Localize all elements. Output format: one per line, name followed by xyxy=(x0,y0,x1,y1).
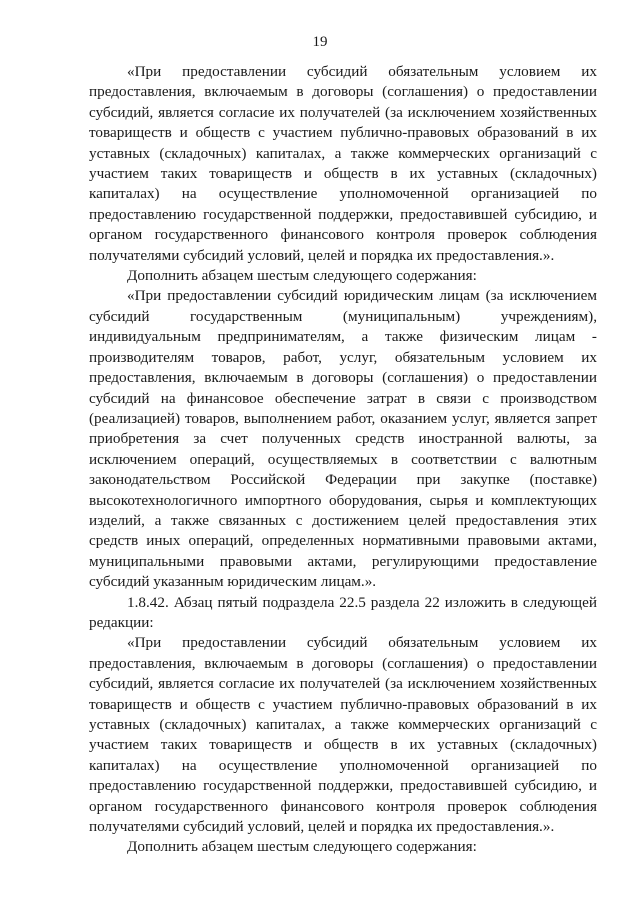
paragraph-clause-1-8-42: 1.8.42. Абзац пятый подраздела 22.5 раздела 22 изложить в следующей редакции: xyxy=(89,593,597,631)
document-body xyxy=(89,62,597,858)
paragraph-quoted-amendment-1: «При предоставлении субсидий обязательным условием их предоставления, включаемым в договоры (соглашения) о предоставлении субсидий, является согласие их получателей (за исключением хозяйственных товариществ и обществ с участием публично-правовых образований в их уставных (складочных) капиталах, а также коммерческих организаций с участием таких товариществ и обществ в их уставных (складочных) капиталах) на осуществление уполномоченной организацией по предоставлению государственной поддержки, предоставившей субсидию, и органом государственного финансового контроля проверок соблюдения получателями субсидий условий, целей и порядка их предоставления.». xyxy=(89,63,597,264)
paragraph-quoted-amendment-3: «При предоставлении субсидий обязательным условием их предоставления, включаемым в договоры (соглашения) о предоставлении субсидий, является согласие их получателей (за исключением хозяйственных товариществ и обществ с участием публично-правовых образований в их уставных (складочных) капиталах, а также коммерческих организаций с участием таких товариществ и обществ в их уставных (складочных) капиталах) на осуществление уполномоченной организацией по предоставлению государственной поддержки, предоставившей субсидию, и органом государственного финансового контроля проверок соблюдения получателями субсидий условий, целей и порядка их предоставления.». xyxy=(89,634,597,836)
paragraph-instruction-2: Дополнить абзацем шестым следующего содержания: xyxy=(127,838,477,856)
paragraph-instruction-1: Дополнить абзацем шестым следующего содержания: xyxy=(127,267,477,285)
paragraph-quoted-amendment-2: «При предоставлении субсидий юридическим лицам (за исключением субсидий государственным (муниципальным) учреждениям), индивидуальным предпринимателям, а также физическим лицам - производителям товаров, работ, услуг, обязательным условием их предоставления, включаемым в договоры (соглашения) о предоставлении субсидий на финансовое обеспечение затрат в связи с производством (реализацией) товаров, выполнением работ, оказанием услуг, является запрет приобретения за счет полученных средств иностранной валюты, за исключением операций, осуществляемых в соответствии с валютным законодательством Российской Федерации при закупке (поставке) высокотехнологичного импортного оборудования, сырья и комплектующих изделий, а также связанных с достижением целей предоставления этих средств иных операций, определенных нормативными правовыми актами, муниципальными правовыми актами, регулирующими предоставление субсидий указанным юридическим лицам.». xyxy=(89,287,597,591)
page-number: 19 xyxy=(312,34,328,50)
